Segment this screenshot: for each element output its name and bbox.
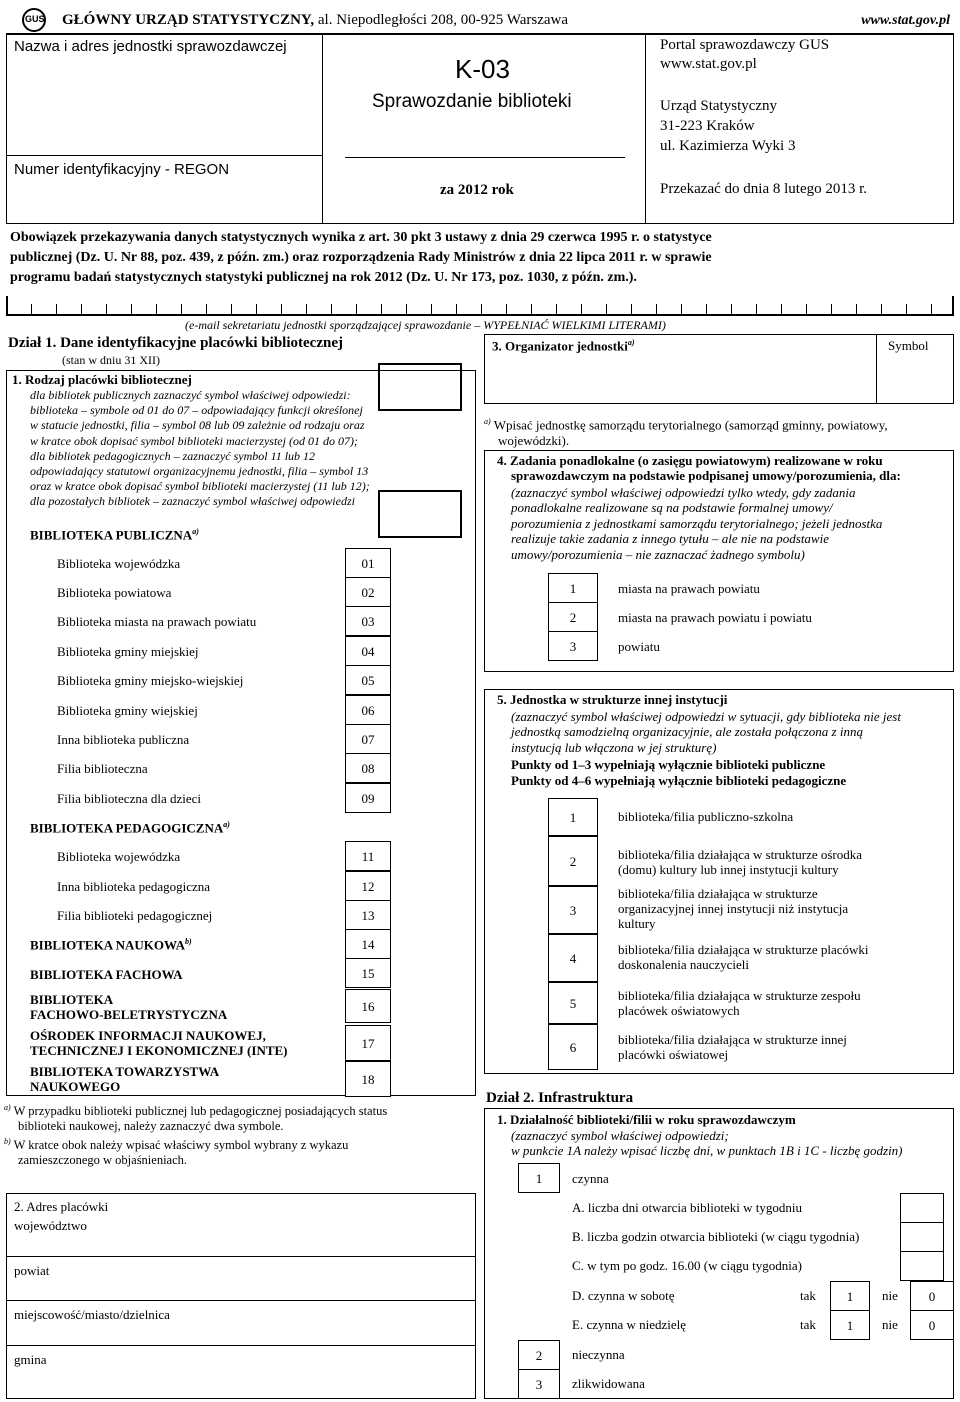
q1-instr-line: dla bibliotek pedagogicznych – zaznaczyć symbol 11 lub 12 [30,448,316,463]
code-box[interactable]: 11 [345,841,391,871]
parent-library-box-2[interactable] [378,490,462,538]
q3-note-text-2: wojewódzki). [498,433,570,449]
period: za 2012 rok [440,182,514,198]
q1-instr-line: oraz w kratce obok dopisać symbol biblioteki macierzystej (11 lub 12); [30,479,370,494]
item-label: Biblioteka wojewódzka [57,849,181,864]
list-item [30,937,192,953]
q4-title-line-1: 4. Zadania ponadlokalne (o zasięgu powiatowym) realizowane w roku [497,453,883,468]
q4-title-line-2: sprawozdawczym na podstawie podpisanej umowy/porozumienia, dla: [511,468,901,483]
public-heading-text: BIBLIOTEKA PUBLICZNA [30,527,193,543]
item-label-2: TECHNICZNEJ I EKONOMICZNEJ (INTE) [30,1043,288,1058]
list-item [57,644,199,660]
q5-option-line: biblioteka/filia działająca w strukturze ośrodka [618,847,863,862]
list-item [30,967,183,983]
q5-notes [511,757,846,789]
inactive-label: zlikwidowana [572,1376,645,1391]
q3-note-mark: a) [484,417,491,426]
q1-instr-line: odpowiadający statutowi organizacyjnemu jednostki, filia – symbol 13 [30,464,369,479]
item-label: BIBLIOTEKA NAUKOWA [30,937,185,953]
item-label: BIBLIOTEKA FACHOWA [30,967,183,982]
list-item [57,849,180,865]
regon-label: Numer identyfikacyjny - REGON [14,161,230,178]
code-box[interactable]: 17 [345,1025,391,1061]
address-field-locality[interactable]: miejscowość/miasto/dzielnica [14,1307,170,1322]
parent-library-box[interactable] [378,363,462,411]
public-heading-sup: a) [192,527,199,536]
item-label: BIBLIOTEKA TOWARZYSTWA [30,1064,220,1079]
q1-instr-line: w kratce obok dopisać symbol biblioteki macierzystej (od 01 do 07); [30,433,358,448]
q5-instr-line: instytucją lub włączona w jej strukturę) [511,739,717,755]
footnote-b [4,1134,348,1168]
active-label: czynna [572,1171,609,1186]
code-box[interactable]: 03 [345,606,391,636]
office-city: 31-223 Kraków [660,118,755,134]
q5-instructions [511,709,901,755]
section1-subtitle: (stan w dniu 31 XII) [62,353,160,367]
portal-url[interactable]: www.stat.gov.pl [660,56,757,72]
code-box[interactable]: 0 [910,1310,954,1340]
inactive-label: nieczynna [572,1347,625,1362]
q1-title: 1. Rodzaj placówki bibliotecznej [12,372,192,387]
q1-instr-line: dla bibliotek publicznych zaznaczyć symbol właściwej odpowiedzi: [30,388,351,402]
s2-item [572,1317,686,1333]
s2-answer-box[interactable] [900,1222,944,1252]
list-item [57,614,256,630]
q1-instructions [30,388,370,510]
q3-symbol-label: Symbol [888,338,929,353]
q4-instr-line: realizuje takie zadania z innego tytułu – ale nie na podstawie [511,531,829,547]
q5-option-line: biblioteka/filia działająca w strukturze innej [618,1032,847,1047]
s2-item [572,1258,802,1274]
code-box[interactable]: 1 [518,1163,560,1193]
list-item [30,1064,219,1094]
s2-item-label: liczba godzin otwarcia biblioteki (w ciągu tygodnia) [587,1229,860,1244]
code-box[interactable]: 15 [345,958,391,988]
code-box[interactable]: 07 [345,724,391,754]
ped-heading-text: BIBLIOTEKA PEDAGOGICZNA [30,820,224,836]
code-box[interactable]: 16 [345,989,391,1023]
s2-item-label: w tym po godz. 16.00 (w ciągu tygodnia) [587,1258,802,1273]
no-label: nie [882,1317,898,1332]
q3-note [484,414,954,449]
address-field-county[interactable]: powiat [14,1263,50,1278]
q4-title [497,453,901,483]
q5-option-line: (domu) kultury lub innej instytucji kultury [618,862,839,877]
list-item [57,556,180,572]
yes-label: tak [800,1288,816,1303]
q5-option-label [618,988,861,1018]
q5-option-line: placówek oświatowych [618,1003,740,1018]
email-caption: (e-mail sekretariatu jednostki sporządzającej sprawozdanie – WYPEŁNIAĆ WIELKIMI LITERAMI) [185,318,666,332]
code-box[interactable]: 13 [345,900,391,930]
q5-note-2: Punkty od 4–6 wypełniają wyłącznie biblioteki pedagogiczne [511,773,847,788]
s2-item-letter: D. [572,1288,585,1303]
item-label: Filia biblioteczna dla dzieci [57,791,202,806]
code-box[interactable]: 1 [548,573,598,603]
list-item [30,992,227,1022]
legal-line-3: programu badań statystycznych statystyki publicznej na rok 2012 (Dz. U. Nr 173, poz. 1030, z późn. zm.). [10,270,637,285]
code-box[interactable]: 5 [548,982,598,1024]
code-box[interactable]: 12 [345,871,391,901]
q5-option-line: biblioteka/filia działająca w strukturze zespołu [618,988,861,1003]
q5-option-line: organizacyjnej innej instytucji niż instytucja [618,901,849,916]
code-box[interactable]: 02 [345,577,391,607]
s2-item-label: liczba dni otwarcia biblioteki w tygodniu [587,1200,802,1215]
legal-text [10,228,950,288]
q3-note-text: Wpisać jednostkę samorządu terytorialnego (samorząd gminny, powiatowy, [493,417,888,433]
address-title: 2. Adres placówki [14,1199,109,1214]
q5-note-1: Punkty od 1–3 wypełniają wyłącznie biblioteki publiczne [511,757,826,772]
s2-q1-instr-1: (zaznaczyć symbol właściwej odpowiedzi; [511,1128,729,1143]
list-item [57,585,171,601]
s2-item-label: czynna w sobotę [587,1288,675,1303]
code-box[interactable]: 2 [518,1340,560,1370]
deadline: Przekazać do dnia 8 lutego 2013 r. [660,181,868,197]
item-label: Biblioteka wojewódzka [57,556,181,571]
section2-title: Dział 2. Infrastruktura [486,1090,634,1106]
no-label: nie [882,1288,898,1303]
ped-heading [30,820,230,836]
email-input[interactable] [6,296,954,316]
s2-item [572,1200,802,1216]
list-item [57,761,148,777]
q5-option-label [618,886,848,931]
item-label: Filia biblioteczna [57,761,148,776]
address-field-voivodeship[interactable]: województwo [14,1218,87,1233]
q5-option-line: biblioteka/filia publiczno-szkolna [618,809,794,824]
s2-item-letter: A. [572,1200,585,1215]
q1-instr-line: dla pozostałych bibliotek – zaznaczyć symbol właściwej odpowiedzi [30,494,355,509]
code-box[interactable]: 2 [548,836,598,886]
q4-instr-line: porozumienia z jednostkami samorządu terytorialnego; jeżeli jednostka [511,515,883,531]
s2-item-label: czynna w niedzielę [586,1317,687,1332]
code-box[interactable]: 0 [910,1281,954,1311]
code-box[interactable]: 3 [548,886,598,934]
q5-instr-line: (zaznaczyć symbol właściwej odpowiedzi w sytuacji, gdy biblioteka nie jest [511,709,901,724]
item-label: Filia biblioteki pedagogicznej [57,908,213,923]
footnote-b-text-2: zamieszczonego w objaśnieniach. [18,1153,188,1168]
list-item [57,673,243,689]
item-label: Biblioteka gminy miejsko-wiejskiej [57,673,244,688]
item-label: OŚRODEK INFORMACJI NAUKOWEJ, [30,1028,266,1043]
office-street: ul. Kazimierza Wyki 3 [660,138,796,154]
q4-option-label: miasta na prawach powiatu [618,581,760,596]
list-item [57,908,212,924]
s2-answer-box[interactable] [900,1251,944,1281]
q3-title [492,338,635,354]
s2-answer-box[interactable] [900,1193,944,1223]
item-label: BIBLIOTEKA [30,992,114,1007]
q3-title-text: 3. Organizator jednostki [492,338,628,354]
q4-instr-line: ponadlokalne realizowane są na podstawie formalnej umowy/ [511,500,833,516]
q5-option-line: kultury [618,916,656,931]
q5-option-line: doskonalenia nauczycieli [618,957,750,972]
item-label: Inna biblioteka pedagogiczna [57,879,211,894]
code-box[interactable]: 3 [548,631,598,661]
legal-line-2: publicznej (Dz. U. Nr 88, poz. 439, z późn. zm.) oraz rozporządzenia Rady Ministrów z dnia 22 lipca 2011 r. w sprawie [10,250,712,265]
header-website[interactable]: www.stat.gov.pl [861,13,950,28]
item-label-2: FACHOWO-BELETRYSTYCZNA [30,1007,228,1022]
code-box[interactable]: 1 [830,1281,870,1311]
code-box[interactable]: 09 [345,783,391,813]
org-address: al. Niepodległości 208, 00-925 Warszawa [317,12,569,28]
q5-option-line: placówki oświatowej [618,1047,729,1062]
s2-item-letter: C. [572,1258,584,1273]
code-box[interactable]: 1 [548,798,598,836]
q5-option-line: biblioteka/filia działająca w strukturze [618,886,818,901]
code-box[interactable]: 4 [548,934,598,982]
q1-instr-line: biblioteka – symbole od 01 do 07 – odpowiadający funkcji określonej [30,403,363,418]
item-sup: b) [184,937,192,946]
s2-item [572,1229,859,1245]
item-label: Biblioteka powiatowa [57,585,172,600]
list-item [57,703,198,719]
code-box[interactable]: 3 [518,1369,560,1399]
logo-text: GUS [25,14,45,24]
s2-item [572,1288,675,1304]
q5-option-line: biblioteka/filia działająca w strukturze placówki [618,942,869,957]
q1-instr-line: w statucie jednostki, filia – symbol 08 lub 09 zależnie od rodzaju oraz [30,418,365,433]
q5-instr-line: jednostką samodzielną organizacyjnie, ale została połączona z inną [511,724,863,740]
q5-option-label [618,942,869,972]
footnote-a-text-2: biblioteki naukowej, należy zaznaczyć dwa symbole. [18,1119,284,1134]
form-code: K-03 [455,54,510,84]
q5-option-label [618,847,862,877]
footnote-a-text: W przypadku biblioteki publicznej lub pedagogicznej posiadających status [13,1104,388,1119]
q5-title: 5. Jednostka w strukturze innej instytucji [497,692,728,707]
address-field-commune[interactable]: gmina [14,1352,47,1367]
code-box[interactable]: 18 [345,1061,391,1097]
office-name: Urząd Statystyczny [660,98,778,114]
gus-logo [22,8,46,32]
header-org [62,12,568,29]
footnote-a-mark: a) [4,1103,11,1112]
reporting-unit-label: Nazwa i adres jednostki sprawozdawczej [14,38,287,55]
code-box[interactable]: 06 [345,695,391,725]
code-box[interactable]: 1 [830,1310,870,1340]
q3-sup: a) [627,338,635,347]
code-box[interactable]: 6 [548,1024,598,1070]
q4-option-label: miasta na prawach powiatu i powiatu [618,610,812,625]
s2-item-letter: B. [572,1229,584,1244]
item-label: Inna biblioteka publiczna [57,732,190,747]
item-label: Biblioteka gminy wiejskiej [57,703,198,718]
code-box[interactable]: 04 [345,636,391,666]
code-box[interactable]: 05 [345,665,391,695]
list-item [57,791,201,807]
s2-q1-instructions [511,1128,903,1158]
code-box[interactable]: 08 [345,753,391,783]
form-title: Sprawozdanie biblioteki [372,91,572,112]
q4-option-label: powiatu [618,639,660,654]
yes-label: tak [800,1317,816,1332]
q5-option-label [618,1032,847,1062]
org-name: GŁÓWNY URZĄD STATYSTYCZNY, [62,12,315,28]
code-box[interactable]: 2 [548,602,598,632]
section1-title: Dział 1. Dane identyfikacyjne placówki bibliotecznej [8,335,343,351]
item-label-2: NAUKOWEGO [30,1079,121,1094]
item-label: Biblioteka miasta na prawach powiatu [57,614,257,629]
list-item [57,879,210,895]
q4-instructions [511,485,882,562]
legal-line-1: Obowiązek przekazywania danych statystycznych wynika z art. 30 pkt 3 ustawy z dnia 29 czerwca 1995 r. o statystyce [10,230,712,245]
ped-heading-sup: a) [223,820,230,829]
q5-option-label [618,809,793,824]
footnote-b-mark: b) [4,1137,11,1146]
s2-item-letter: E. [572,1317,584,1332]
q4-instr-line: (zaznaczyć symbol właściwej odpowiedzi tylko wtedy, gdy zadania [511,485,856,500]
footnote-a [4,1100,387,1134]
list-item [30,1028,288,1058]
item-label: Biblioteka gminy miejskiej [57,644,199,659]
q4-instr-line: umowy/porozumienia – nie zaznaczać żadnego symbolu) [511,546,805,562]
public-heading [30,527,199,543]
list-item [57,732,189,748]
portal-label: Portal sprawozdawczy GUS [660,37,830,53]
s2-q1-title: 1. Działalność biblioteki/filii w roku sprawozdawczym [497,1112,796,1127]
footnote-b-text: W kratce obok należy wpisać właściwy symbol wybrany z wykazu [13,1138,349,1153]
code-box[interactable]: 14 [345,929,391,959]
code-box[interactable]: 01 [345,548,391,578]
s2-q1-instr-2: w punkcie 1A należy wpisać liczbę dni, w punktach 1B i 1C - liczbę godzin) [511,1143,903,1158]
